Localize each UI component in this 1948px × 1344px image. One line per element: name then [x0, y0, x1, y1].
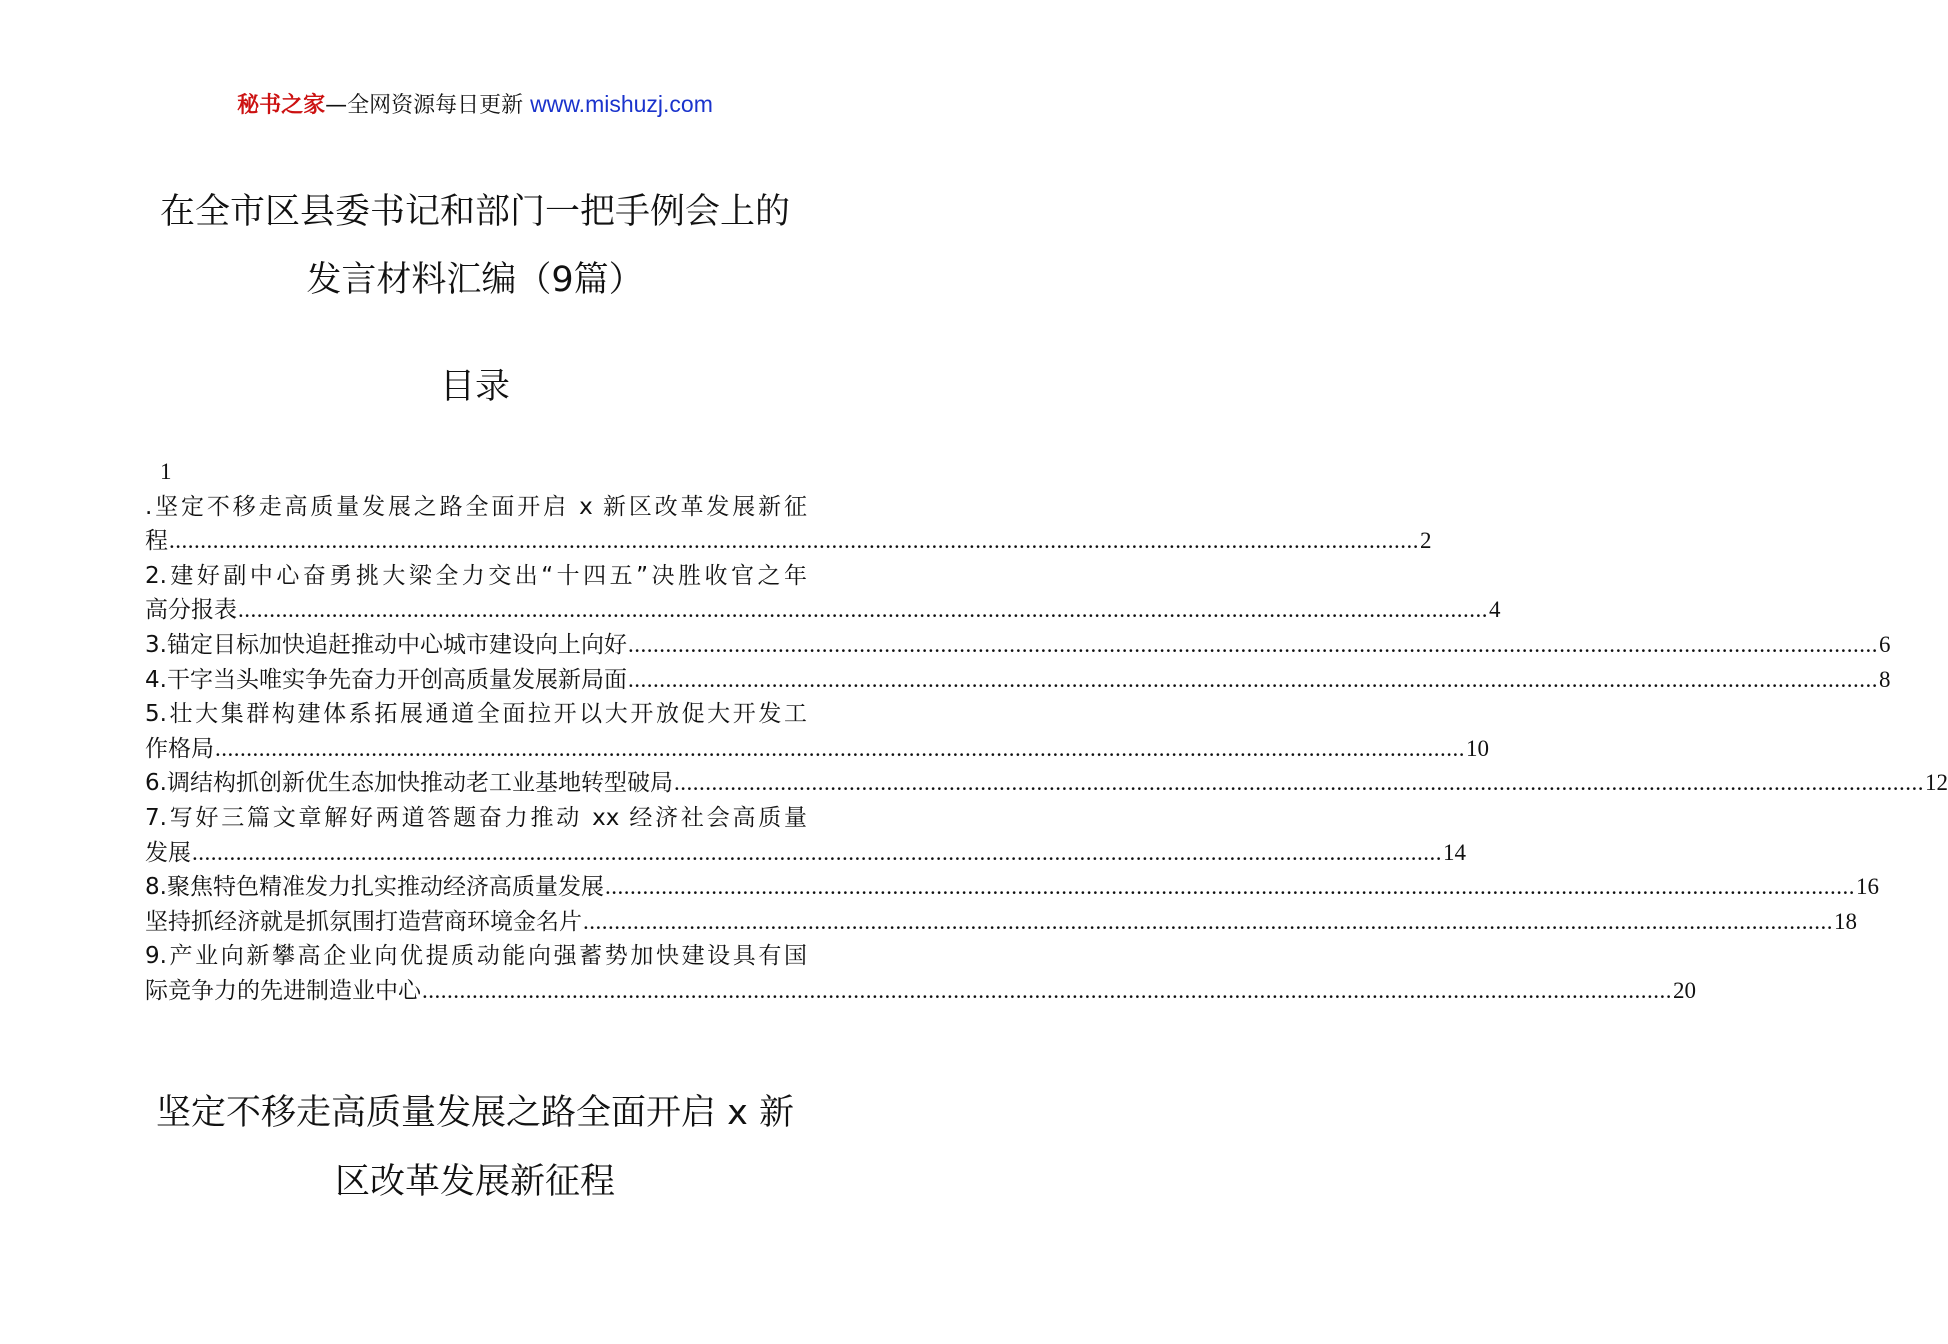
- toc-leader-dots: ........................................................................................................................................................................................................: [627, 666, 1878, 692]
- toc-leader-dots: ........................................................................................................................................................................................................: [215, 735, 1465, 761]
- toc-entry[interactable]: [145, 766, 1948, 801]
- toc-page-number: 16: [1855, 874, 1879, 900]
- toc-page-number: 18: [1834, 908, 1857, 934]
- toc-leader-dots: ........................................................................................................................................................................................................: [583, 908, 1833, 934]
- toc-entry-title: 程: [145, 528, 168, 555]
- toc-entry-line: [145, 870, 1879, 905]
- site-link[interactable]: www.mishuzj.com: [530, 91, 713, 117]
- toc-entry-line: [145, 732, 1489, 767]
- toc-entry-title: 4.干字当头唯实争先奋力开创高质量发展新局面: [145, 666, 627, 693]
- toc-entry-line: [145, 836, 1466, 871]
- toc-entry-title: 8.聚焦特色精准发力扎实推动经济高质量发展: [145, 874, 604, 901]
- toc-page-number: 14: [1443, 839, 1466, 865]
- header-slogan: —全网资源每日更新: [325, 93, 524, 118]
- toc-entry-title: .坚定不移走高质量发展之路全面开启 x 新区改革发展新征: [145, 493, 807, 520]
- toc-entry-title: 高分报表: [145, 597, 237, 624]
- toc-entry[interactable]: [145, 628, 1891, 663]
- toc-leader-dots: ........................................................................................................................................................................................................: [192, 839, 1442, 865]
- section-title-line-2: 区改革发展新征程: [334, 1162, 615, 1202]
- toc-leader-dots: ........................................................................................................................................................................................................: [627, 631, 1878, 657]
- toc-entry-title: 5.壮大集群构建体系拓展通道全面拉开以大开放促大开发工: [145, 701, 807, 728]
- toc-entry-title: 3.锚定目标加快追赶推动中心城市建设向上向好: [145, 631, 627, 658]
- brand-name: 秘书之家: [237, 93, 326, 118]
- toc-leader-dots: ........................................................................................................................................................................................................: [238, 597, 1488, 623]
- toc-leader-dots: ........................................................................................................................................................................................................: [604, 874, 1855, 900]
- toc-leader-dots: ........................................................................................................................................................................................................: [422, 977, 1672, 1003]
- toc-leader-dots: ........................................................................................................................................................................................................: [673, 770, 1924, 796]
- toc-entry-line: [145, 524, 1432, 559]
- toc-entry[interactable]: [145, 663, 1891, 698]
- toc-page-number: 12: [1924, 770, 1948, 796]
- toc-entry-title: 发展: [145, 839, 191, 866]
- toc-page-number: 4: [1489, 597, 1501, 623]
- toc-leader-dots: ........................................................................................................................................................................................................: [169, 528, 1419, 554]
- toc-heading: 目录: [439, 367, 510, 407]
- site-header: [0, 88, 950, 122]
- toc-entry-line: [145, 905, 1857, 940]
- toc-page-number: 6: [1878, 631, 1891, 657]
- toc-first-number: 1: [160, 459, 172, 484]
- toc-entry-title: 2.建好副中心奋勇挑大梁全力交出“十四五”决胜收官之年: [145, 562, 807, 589]
- toc-page-number: 10: [1466, 735, 1489, 761]
- document-title-line-2: 发言材料汇编（9篇）: [306, 260, 644, 300]
- toc-entry-line: [145, 766, 1948, 801]
- toc-page-number: 2: [1420, 528, 1432, 554]
- toc-page-number: 20: [1673, 977, 1696, 1003]
- toc-entry-title: 7.写好三篇文章解好两道答题奋力推动 xx 经济社会高质量: [145, 804, 807, 831]
- document-title-line-1: 在全市区县委书记和部门一把手例会上的: [159, 192, 790, 232]
- toc-entry[interactable]: [145, 490, 1432, 559]
- toc-entry[interactable]: [145, 870, 1879, 905]
- toc-entry-line: [145, 974, 1696, 1009]
- toc-page-number: 8: [1878, 666, 1891, 692]
- toc-entry-title: 9.产业向新攀高企业向优提质动能向强蓄势加快建设具有国: [145, 943, 807, 970]
- section-title-line-1: 坚定不移走高质量发展之路全面开启 x 新: [156, 1093, 794, 1133]
- toc-entry-title: 6.调结构抓创新优生态加快推动老工业基地转型破局: [145, 770, 673, 797]
- toc-entry-title: 作格局: [145, 735, 214, 762]
- toc-entry-line: [145, 663, 1891, 698]
- toc-entry[interactable]: [145, 905, 1857, 940]
- toc-entry[interactable]: [145, 559, 1501, 628]
- toc-entry[interactable]: [145, 801, 1466, 870]
- toc-entry-line: [145, 628, 1891, 663]
- toc-entry-title: 坚持抓经济就是抓氛围打造营商环境金名片: [145, 908, 582, 935]
- table-of-contents: [145, 455, 1948, 1009]
- toc-entry[interactable]: [145, 697, 1489, 766]
- toc-entry-line: [145, 593, 1501, 628]
- toc-entry-title: 际竞争力的先进制造业中心: [145, 977, 421, 1004]
- toc-entry[interactable]: [145, 939, 1696, 1008]
